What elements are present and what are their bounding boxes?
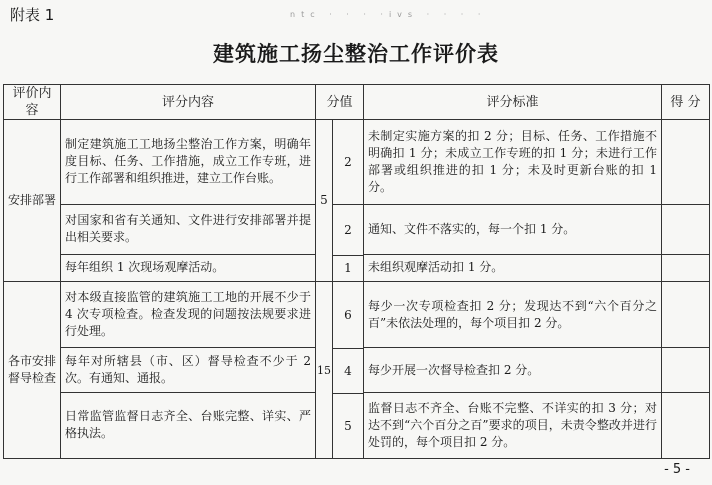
criteria-cell: 监督日志不齐全、台账不完整、不详实的扣 3 分；对达不到“六个百分之百”要求的项目，未责令整改并进行处罚的，每个项目扣 2 分。 — [364, 392, 662, 458]
group-total-score: 5 — [316, 120, 333, 281]
content-cell: 制定建筑施工工地扬尘整治工作方案，明确年度目标、任务、工作措施，成立工作专班，进行工作部署和组织推进，建立工作台账。 — [61, 120, 316, 205]
document-title: 建筑施工扬尘整治工作评价表 — [213, 41, 499, 66]
group-total-score: 15 — [316, 282, 333, 458]
score-split-cell — [316, 120, 364, 282]
content-cell: 对国家和省有关通知、文件进行安排部署并提出相关要求。 — [61, 204, 316, 254]
item-score: 4 — [333, 349, 363, 394]
faint-stamp-text: ntc · · · ·ivs · · · · — [290, 10, 487, 19]
result-cell[interactable] — [662, 282, 710, 348]
attachment-label: 附表 1 — [10, 6, 55, 24]
criteria-cell: 每少开展一次督导检查扣 2 分。 — [364, 348, 662, 392]
category-cell: 安排部署 — [4, 120, 61, 282]
result-cell[interactable] — [662, 348, 710, 392]
evaluation-table — [3, 84, 710, 459]
criteria-cell: 未制定实施方案的扣 2 分；目标、任务、工作措施不明确扣 1 分；未成立工作专班的扣 1 分；未进行工作部署或组织推进的扣 1 分；未及时更新台账的扣 1 分。 — [364, 120, 662, 205]
item-score: 5 — [344, 418, 352, 433]
result-cell[interactable] — [662, 120, 710, 205]
content-cell: 每年对所辖县（市、区）督导检查不少于 2 次。有通知、通报。 — [61, 348, 316, 392]
col-header-score: 分值 — [316, 85, 364, 120]
col-header-result: 得 分 — [662, 85, 710, 120]
criteria-cell: 每少一次专项检查扣 2 分；发现达不到“六个百分之百”未依法处理的，每个项目扣 2 分。 — [364, 282, 662, 348]
content-cell: 每年组织 1 次现场观摩活动。 — [61, 254, 316, 281]
result-cell[interactable] — [662, 392, 710, 458]
result-cell[interactable] — [662, 204, 710, 254]
col-header-category: 评价内容 — [4, 85, 61, 120]
item-score: 2 — [333, 120, 363, 205]
col-header-criteria: 评分标准 — [364, 85, 662, 120]
content-cell: 日常监管监督日志齐全、台账完整、详实、严格执法。 — [61, 392, 316, 458]
result-cell[interactable] — [662, 254, 710, 281]
criteria-cell: 通知、文件不落实的，每一个扣 1 分。 — [364, 204, 662, 254]
category-cell: 各市安排督导检查 — [4, 282, 61, 459]
page-number: - 5 - — [664, 462, 690, 477]
table-header-row — [4, 85, 710, 120]
item-score: 1 — [344, 261, 352, 275]
item-score: 2 — [333, 205, 363, 256]
table-row — [4, 120, 710, 205]
score-split-cell — [316, 282, 364, 459]
criteria-cell: 未组织观摩活动扣 1 分。 — [364, 254, 662, 281]
table-row — [4, 282, 710, 348]
col-header-content: 评分内容 — [61, 85, 316, 120]
content-cell: 对本级直接监管的建筑施工工地的开展不少于 4 次专项检查。检查发现的问题按法规要求进行处理。 — [61, 282, 316, 348]
item-score: 6 — [333, 282, 363, 349]
